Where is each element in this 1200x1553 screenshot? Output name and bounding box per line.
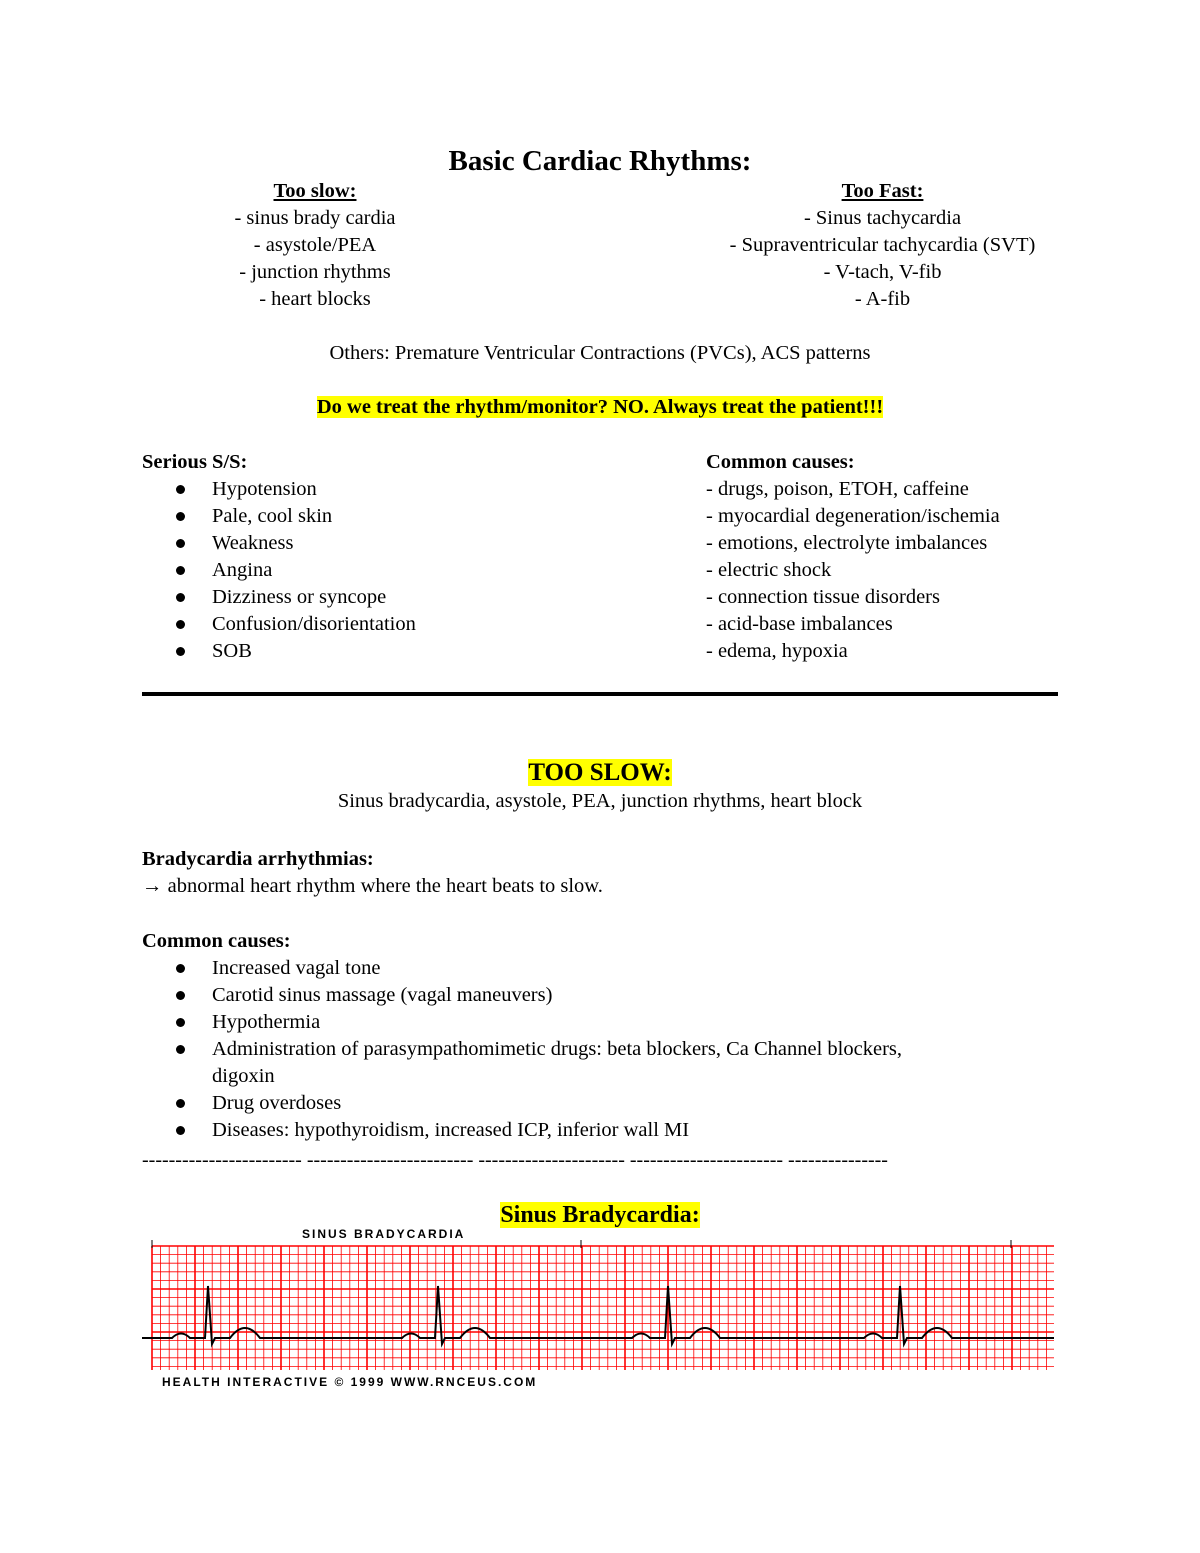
- sinus-brady-heading: Sinus Bradycardia:: [500, 1202, 700, 1228]
- bullet-icon: [176, 566, 185, 575]
- too-slow-heading-wrap: [0, 757, 1200, 789]
- too-fast-list: [650, 205, 1115, 313]
- list-item: - A-fib: [854, 288, 911, 310]
- too-slow-column: [200, 178, 430, 313]
- list-item: Pale, cool skin: [142, 503, 416, 530]
- serious-ss-heading: Serious S/S:: [142, 451, 248, 473]
- list-item: - heart blocks: [259, 288, 371, 310]
- list-item: Confusion/disorientation: [142, 611, 416, 638]
- list-item: SOB: [142, 638, 416, 665]
- bullet-icon: [176, 1045, 185, 1054]
- dashed-separator: ------------------------ ------------------------- ---------------------- ----------------------- ---------------: [142, 1149, 888, 1171]
- common-causes-heading: Common causes:: [706, 451, 855, 473]
- common-causes-heading: Common causes:: [142, 930, 291, 952]
- common-causes-top-section: [706, 449, 1000, 665]
- list-item: - V-tach, V-fib: [823, 261, 942, 283]
- list-item: - connection tissue disorders: [706, 586, 940, 608]
- serious-ss-section: [142, 449, 416, 665]
- list-item: - drugs, poison, ETOH, caffeine: [706, 478, 969, 500]
- bullet-icon: [176, 647, 185, 656]
- brady-arrhythmias-section: [142, 846, 603, 900]
- list-item: - asystole/PEA: [253, 234, 377, 256]
- brady-definition-text: abnormal heart rhythm where the heart beats to slow.: [167, 875, 603, 897]
- brady-arrhythmias-heading: Bradycardia arrhythmias:: [142, 848, 374, 870]
- list-item: Increased vagal tone: [142, 955, 902, 982]
- list-item: Weakness: [142, 530, 416, 557]
- list-item: - Supraventricular tachycardia (SVT): [729, 234, 1036, 256]
- ecg-grid: [152, 1246, 1054, 1370]
- too-slow-subtitle: Sinus bradycardia, asystole, PEA, junction rhythms, heart block: [337, 790, 863, 812]
- list-item: Diseases: hypothyroidism, increased ICP, inferior wall MI: [142, 1117, 902, 1144]
- too-fast-column: [650, 178, 1115, 313]
- common-causes-bottom-section: [142, 928, 902, 1144]
- sinus-brady-heading-wrap: [0, 1200, 1200, 1231]
- bullet-icon: [176, 991, 185, 1000]
- list-item: - electric shock: [706, 559, 832, 581]
- list-item: - myocardial degeneration/ischemia: [706, 505, 1000, 527]
- brady-definition: [142, 873, 603, 900]
- list-item: - Sinus tachycardia: [803, 207, 962, 229]
- bullet-icon: [176, 964, 185, 973]
- list-item: Carotid sinus massage (vagal maneuvers): [142, 982, 902, 1009]
- treat-note: Do we treat the rhythm/monitor? NO. Always treat the patient!!!: [316, 396, 884, 418]
- common-causes-bottom-list: [142, 955, 902, 1144]
- bullet-icon: [176, 620, 185, 629]
- section-divider: [142, 692, 1058, 696]
- bullet-icon: [176, 539, 185, 548]
- arrow-right-icon: →: [142, 875, 163, 897]
- list-item: - acid-base imbalances: [706, 613, 893, 635]
- ecg-credit: HEALTH INTERACTIVE © 1999 WWW.RNCEUS.COM: [162, 1375, 538, 1389]
- common-causes-top-list: [706, 476, 1000, 665]
- list-item: Hypotension: [142, 476, 416, 503]
- list-item: - edema, hypoxia: [706, 640, 848, 662]
- bullet-icon: [176, 1099, 185, 1108]
- bullet-icon: [176, 593, 185, 602]
- list-item: Dizziness or syncope: [142, 584, 416, 611]
- too-slow-list: [200, 205, 430, 313]
- bullet-icon: [176, 512, 185, 521]
- too-fast-heading: Too Fast:: [841, 180, 924, 202]
- bullet-icon: [176, 485, 185, 494]
- list-item: - emotions, electrolyte imbalances: [706, 532, 988, 554]
- too-slow-heading: Too slow:: [273, 180, 357, 202]
- list-item: Drug overdoses: [142, 1090, 902, 1117]
- list-item: Administration of parasympathomimetic drugs: beta blockers, Ca Channel blockers,: [142, 1036, 902, 1063]
- too-slow-section-heading: TOO SLOW:: [528, 759, 672, 786]
- list-item-continuation: digoxin: [212, 1065, 275, 1087]
- bullet-icon: [176, 1126, 185, 1135]
- list-item: Angina: [142, 557, 416, 584]
- list-item: - sinus brady cardia: [234, 207, 396, 229]
- treat-note-wrap: [0, 394, 1200, 421]
- serious-ss-list: [142, 476, 416, 665]
- ecg-strip-label: SINUS BRADYCARDIA: [302, 1227, 466, 1241]
- page-title: Basic Cardiac Rhythms:: [448, 145, 752, 177]
- ecg-strip: [140, 1238, 1060, 1378]
- list-item: - junction rhythms: [239, 261, 391, 283]
- bullet-icon: [176, 1018, 185, 1027]
- others-line: Others: Premature Ventricular Contractions (PVCs), ACS patterns: [329, 342, 871, 364]
- list-item: Hypothermia: [142, 1009, 902, 1036]
